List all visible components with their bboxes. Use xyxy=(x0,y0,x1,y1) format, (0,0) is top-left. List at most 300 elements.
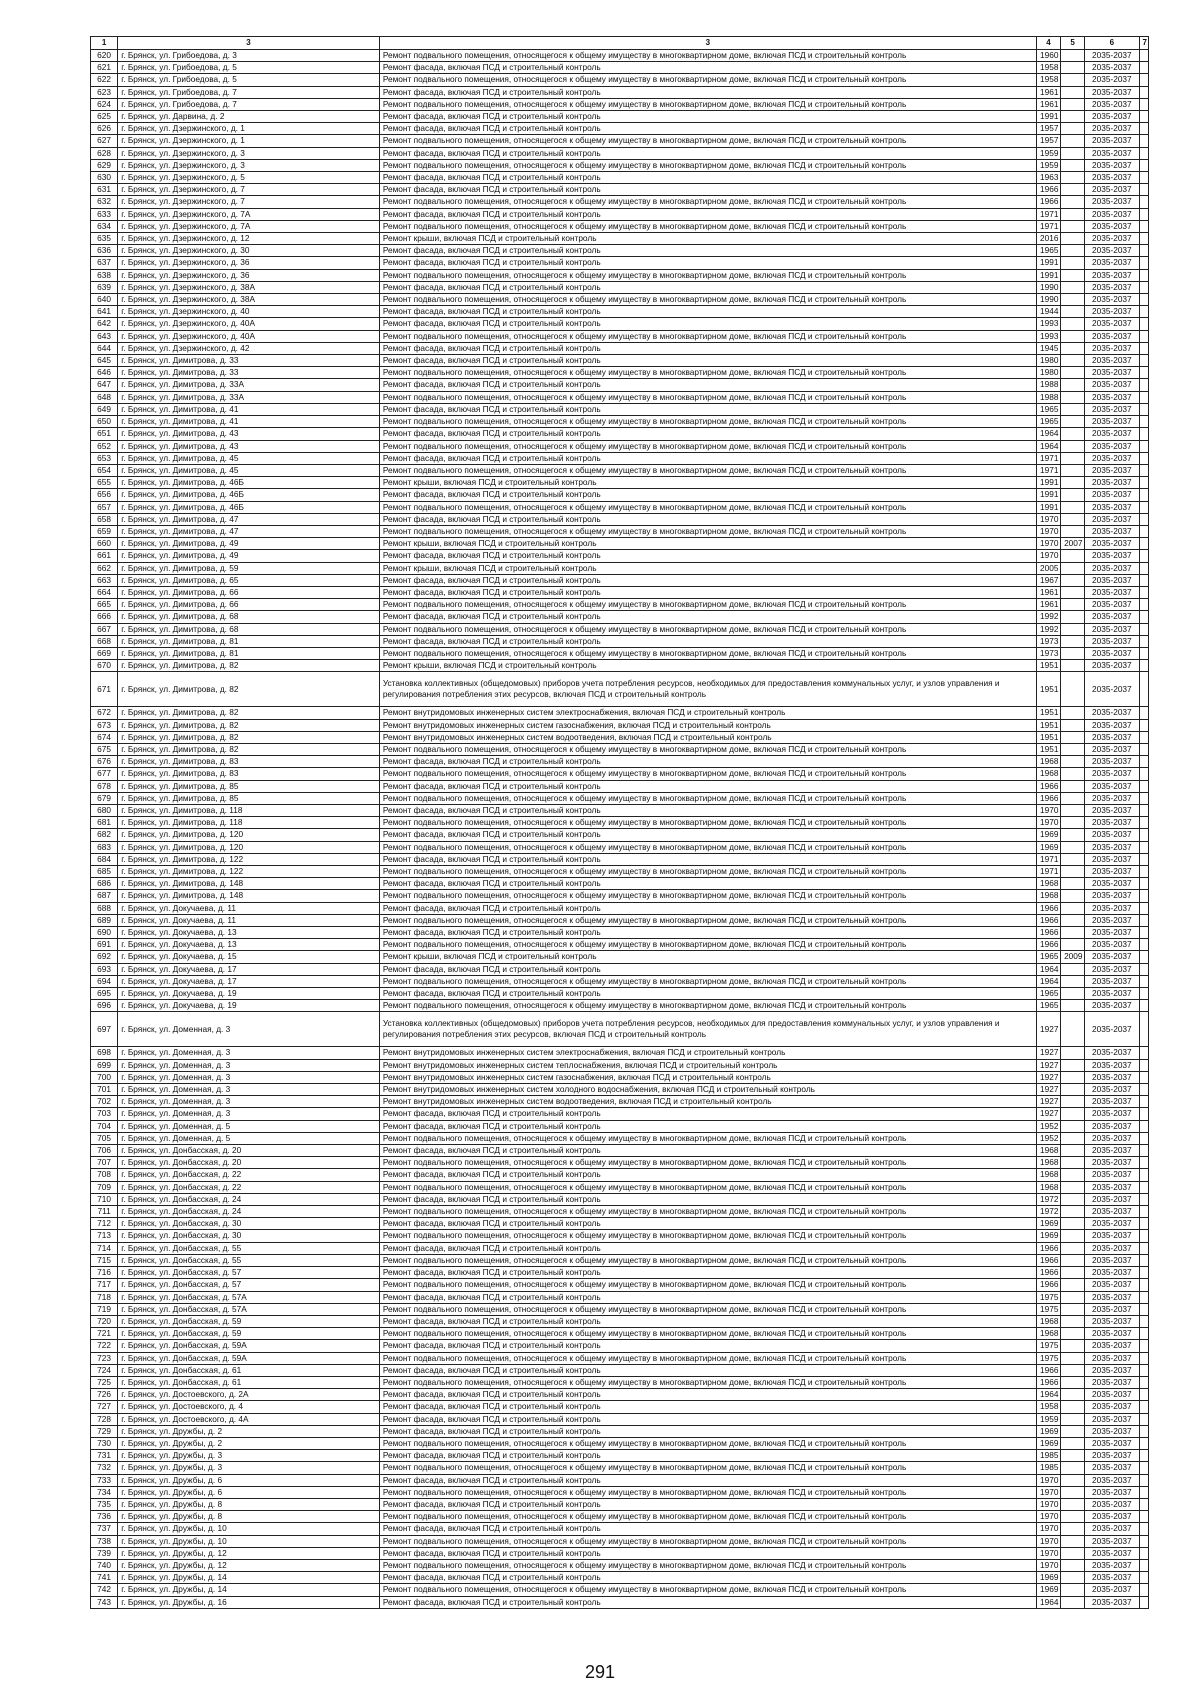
work-type-cell: Ремонт фасада, включая ПСД и строительный контроль xyxy=(379,635,1036,647)
last-repair-year-cell xyxy=(1061,550,1085,562)
work-type-cell: Ремонт внутридомовых инженерных систем газоснабжения, включая ПСД и строительный контроль xyxy=(379,1071,1036,1083)
period-cell: 2035-2037 xyxy=(1085,804,1139,816)
table-row xyxy=(91,817,1149,829)
address-cell: г. Брянск, ул. Донбасская, д. 24 xyxy=(118,1193,380,1205)
row-number: 635 xyxy=(91,233,118,245)
period-cell: 2035-2037 xyxy=(1085,403,1139,415)
table-row xyxy=(91,1145,1149,1157)
last-repair-year-cell xyxy=(1061,111,1085,123)
table-row xyxy=(91,1437,1149,1449)
header-col-7: 7 xyxy=(1139,37,1148,50)
row-number: 633 xyxy=(91,208,118,220)
row-number: 721 xyxy=(91,1328,118,1340)
address-cell: г. Брянск, ул. Достоевского, д. 2А xyxy=(118,1389,380,1401)
table-row xyxy=(91,562,1149,574)
row-number: 730 xyxy=(91,1437,118,1449)
table-row xyxy=(91,330,1149,342)
work-type-cell: Ремонт фасада, включая ПСД и строительный контроль xyxy=(379,1267,1036,1279)
period-cell: 2035-2037 xyxy=(1085,1279,1139,1291)
period-cell: 2035-2037 xyxy=(1085,477,1139,489)
empty-cell xyxy=(1139,159,1148,171)
row-number: 722 xyxy=(91,1340,118,1352)
period-cell: 2035-2037 xyxy=(1085,1572,1139,1584)
address-cell: г. Брянск, ул. Дружбы, д. 12 xyxy=(118,1559,380,1571)
build-year-cell: 1971 xyxy=(1037,853,1061,865)
build-year-cell: 1951 xyxy=(1037,743,1061,755)
empty-cell xyxy=(1139,330,1148,342)
build-year-cell: 1970 xyxy=(1037,550,1061,562)
row-number: 718 xyxy=(91,1291,118,1303)
table-row xyxy=(91,1291,1149,1303)
period-cell: 2035-2037 xyxy=(1085,1206,1139,1218)
address-cell: г. Брянск, ул. Докучаева, д. 15 xyxy=(118,951,380,963)
address-cell: г. Брянск, ул. Дружбы, д. 16 xyxy=(118,1596,380,1608)
row-number: 670 xyxy=(91,660,118,672)
build-year-cell: 1957 xyxy=(1037,123,1061,135)
period-cell: 2035-2037 xyxy=(1085,50,1139,62)
row-number: 695 xyxy=(91,988,118,1000)
last-repair-year-cell xyxy=(1061,586,1085,598)
table-row xyxy=(91,866,1149,878)
row-number: 732 xyxy=(91,1462,118,1474)
row-number: 693 xyxy=(91,963,118,975)
row-number: 624 xyxy=(91,98,118,110)
period-cell: 2035-2037 xyxy=(1085,939,1139,951)
work-type-cell: Ремонт фасада, включая ПСД и строительный контроль xyxy=(379,1425,1036,1437)
row-number: 692 xyxy=(91,951,118,963)
row-number: 688 xyxy=(91,902,118,914)
table-row xyxy=(91,367,1149,379)
table-row xyxy=(91,635,1149,647)
build-year-cell: 1991 xyxy=(1037,489,1061,501)
table-row xyxy=(91,1535,1149,1547)
table-row xyxy=(91,245,1149,257)
last-repair-year-cell xyxy=(1061,1084,1085,1096)
last-repair-year-cell xyxy=(1061,1169,1085,1181)
work-type-cell: Ремонт крыши, включая ПСД и строительный контроль xyxy=(379,538,1036,550)
period-cell: 2035-2037 xyxy=(1085,1596,1139,1608)
row-number: 630 xyxy=(91,172,118,184)
build-year-cell: 1965 xyxy=(1037,1000,1061,1012)
empty-cell xyxy=(1139,804,1148,816)
row-number: 729 xyxy=(91,1425,118,1437)
period-cell: 2035-2037 xyxy=(1085,355,1139,367)
address-cell: г. Брянск, ул. Донбасская, д. 59 xyxy=(118,1315,380,1327)
last-repair-year-cell xyxy=(1061,452,1085,464)
period-cell: 2035-2037 xyxy=(1085,1291,1139,1303)
table-row xyxy=(91,660,1149,672)
period-cell: 2035-2037 xyxy=(1085,1096,1139,1108)
work-type-cell: Ремонт внутридомовых инженерных систем электроснабжения, включая ПСД и строительный контроль xyxy=(379,1047,1036,1059)
build-year-cell: 1927 xyxy=(1037,1108,1061,1120)
table-row xyxy=(91,159,1149,171)
period-cell: 2035-2037 xyxy=(1085,525,1139,537)
header-col-5: 5 xyxy=(1061,37,1085,50)
empty-cell xyxy=(1139,220,1148,232)
table-row xyxy=(91,1498,1149,1510)
work-type-cell: Ремонт подвального помещения, относящегося к общему имуществу в многоквартирном доме, включая ПСД и строительный контроль xyxy=(379,1328,1036,1340)
address-cell: г. Брянск, ул. Димитрова, д. 120 xyxy=(118,841,380,853)
work-type-cell: Ремонт подвального помещения, относящегося к общему имуществу в многоквартирном доме, включая ПСД и строительный контроль xyxy=(379,74,1036,86)
last-repair-year-cell xyxy=(1061,1340,1085,1352)
empty-cell xyxy=(1139,890,1148,902)
empty-cell xyxy=(1139,513,1148,525)
work-type-cell: Ремонт внутридомовых инженерных систем водоотведения, включая ПСД и строительный контроль xyxy=(379,731,1036,743)
period-cell: 2035-2037 xyxy=(1085,1462,1139,1474)
last-repair-year-cell xyxy=(1061,1120,1085,1132)
last-repair-year-cell xyxy=(1061,866,1085,878)
work-type-cell: Ремонт фасада, включая ПСД и строительный контроль xyxy=(379,1498,1036,1510)
period-cell: 2035-2037 xyxy=(1085,428,1139,440)
table-row xyxy=(91,501,1149,513)
empty-cell xyxy=(1139,281,1148,293)
row-number: 659 xyxy=(91,525,118,537)
empty-cell xyxy=(1139,1535,1148,1547)
empty-cell xyxy=(1139,586,1148,598)
last-repair-year-cell xyxy=(1061,281,1085,293)
build-year-cell: 1944 xyxy=(1037,306,1061,318)
table-row xyxy=(91,927,1149,939)
address-cell: г. Брянск, ул. Докучаева, д. 13 xyxy=(118,927,380,939)
work-type-cell: Ремонт крыши, включая ПСД и строительный контроль xyxy=(379,562,1036,574)
row-number: 697 xyxy=(91,1012,118,1047)
empty-cell xyxy=(1139,1450,1148,1462)
period-cell: 2035-2037 xyxy=(1085,452,1139,464)
document-sheet xyxy=(90,36,1149,1609)
address-cell: г. Брянск, ул. Дружбы, д. 3 xyxy=(118,1450,380,1462)
empty-cell xyxy=(1139,1547,1148,1559)
work-type-cell: Ремонт фасада, включая ПСД и строительный контроль xyxy=(379,1340,1036,1352)
work-type-cell: Ремонт фасада, включая ПСД и строительный контроль xyxy=(379,878,1036,890)
work-type-cell: Ремонт подвального помещения, относящегося к общему имуществу в многоквартирном доме, включая ПСД и строительный контроль xyxy=(379,1132,1036,1144)
last-repair-year-cell xyxy=(1061,707,1085,719)
build-year-cell: 1965 xyxy=(1037,416,1061,428)
table-row xyxy=(91,477,1149,489)
table-row xyxy=(91,452,1149,464)
empty-cell xyxy=(1139,611,1148,623)
last-repair-year-cell xyxy=(1061,123,1085,135)
address-cell: г. Брянск, ул. Дружбы, д. 14 xyxy=(118,1584,380,1596)
period-cell: 2035-2037 xyxy=(1085,1108,1139,1120)
period-cell: 2035-2037 xyxy=(1085,1340,1139,1352)
address-cell: г. Брянск, ул. Димитрова, д. 33 xyxy=(118,367,380,379)
address-cell: г. Брянск, ул. Дружбы, д. 6 xyxy=(118,1474,380,1486)
table-row xyxy=(91,878,1149,890)
last-repair-year-cell xyxy=(1061,379,1085,391)
last-repair-year-cell xyxy=(1061,878,1085,890)
last-repair-year-cell xyxy=(1061,62,1085,74)
row-number: 645 xyxy=(91,355,118,367)
last-repair-year-cell xyxy=(1061,792,1085,804)
empty-cell xyxy=(1139,562,1148,574)
empty-cell xyxy=(1139,123,1148,135)
table-row xyxy=(91,440,1149,452)
row-number: 707 xyxy=(91,1157,118,1169)
last-repair-year-cell xyxy=(1061,1218,1085,1230)
period-cell: 2035-2037 xyxy=(1085,172,1139,184)
table-row xyxy=(91,1230,1149,1242)
table-row xyxy=(91,1132,1149,1144)
build-year-cell: 1970 xyxy=(1037,1547,1061,1559)
table-row xyxy=(91,1352,1149,1364)
row-number: 733 xyxy=(91,1474,118,1486)
work-type-cell: Ремонт подвального помещения, относящегося к общему имуществу в многоквартирном доме, включая ПСД и строительный контроль xyxy=(379,220,1036,232)
work-type-cell: Ремонт фасада, включая ПСД и строительный контроль xyxy=(379,963,1036,975)
empty-cell xyxy=(1139,1132,1148,1144)
empty-cell xyxy=(1139,538,1148,550)
last-repair-year-cell xyxy=(1061,269,1085,281)
empty-cell xyxy=(1139,743,1148,755)
table-row xyxy=(91,233,1149,245)
last-repair-year-cell xyxy=(1061,1389,1085,1401)
build-year-cell: 1965 xyxy=(1037,988,1061,1000)
build-year-cell: 1927 xyxy=(1037,1096,1061,1108)
build-year-cell: 1945 xyxy=(1037,342,1061,354)
row-number: 658 xyxy=(91,513,118,525)
row-number: 684 xyxy=(91,853,118,865)
build-year-cell: 1975 xyxy=(1037,1303,1061,1315)
build-year-cell: 1966 xyxy=(1037,1279,1061,1291)
period-cell: 2035-2037 xyxy=(1085,342,1139,354)
last-repair-year-cell xyxy=(1061,672,1085,707)
empty-cell xyxy=(1139,988,1148,1000)
table-row xyxy=(91,611,1149,623)
work-type-cell: Ремонт фасада, включая ПСД и строительный контроль xyxy=(379,902,1036,914)
address-cell: г. Брянск, ул. Донбасская, д. 61 xyxy=(118,1376,380,1388)
work-type-cell: Ремонт внутридомовых инженерных систем холодного водоснабжения, включая ПСД и строительный контроль xyxy=(379,1084,1036,1096)
work-type-cell: Ремонт подвального помещения, относящегося к общему имуществу в многоквартирном доме, включая ПСД и строительный контроль xyxy=(379,817,1036,829)
build-year-cell: 1969 xyxy=(1037,1572,1061,1584)
empty-cell xyxy=(1139,86,1148,98)
build-year-cell: 1966 xyxy=(1037,196,1061,208)
table-row xyxy=(91,525,1149,537)
address-cell: г. Брянск, ул. Донбасская, д. 57 xyxy=(118,1279,380,1291)
row-number: 711 xyxy=(91,1206,118,1218)
empty-cell xyxy=(1139,1511,1148,1523)
address-cell: г. Брянск, ул. Димитрова, д. 148 xyxy=(118,878,380,890)
build-year-cell: 2016 xyxy=(1037,233,1061,245)
last-repair-year-cell xyxy=(1061,1401,1085,1413)
row-number: 627 xyxy=(91,135,118,147)
table-row xyxy=(91,743,1149,755)
period-cell: 2035-2037 xyxy=(1085,147,1139,159)
page-number: 291 xyxy=(584,1662,616,1682)
row-number: 708 xyxy=(91,1169,118,1181)
period-cell: 2035-2037 xyxy=(1085,975,1139,987)
empty-cell xyxy=(1139,647,1148,659)
period-cell: 2035-2037 xyxy=(1085,62,1139,74)
period-cell: 2035-2037 xyxy=(1085,1047,1139,1059)
empty-cell xyxy=(1139,1486,1148,1498)
row-number: 656 xyxy=(91,489,118,501)
work-type-cell: Ремонт фасада, включая ПСД и строительный контроль xyxy=(379,1193,1036,1205)
address-cell: г. Брянск, ул. Донбасская, д. 22 xyxy=(118,1169,380,1181)
empty-cell xyxy=(1139,1596,1148,1608)
row-number: 720 xyxy=(91,1315,118,1327)
period-cell: 2035-2037 xyxy=(1085,208,1139,220)
last-repair-year-cell xyxy=(1061,135,1085,147)
address-cell: г. Брянск, ул. Димитрова, д. 41 xyxy=(118,416,380,428)
build-year-cell: 1969 xyxy=(1037,1218,1061,1230)
last-repair-year-cell xyxy=(1061,1047,1085,1059)
address-cell: г. Брянск, ул. Дружбы, д. 10 xyxy=(118,1523,380,1535)
build-year-cell: 1959 xyxy=(1037,1413,1061,1425)
build-year-cell: 1973 xyxy=(1037,647,1061,659)
table-row xyxy=(91,135,1149,147)
table-row xyxy=(91,318,1149,330)
build-year-cell: 1991 xyxy=(1037,501,1061,513)
row-number: 651 xyxy=(91,428,118,440)
row-number: 735 xyxy=(91,1498,118,1510)
table-row xyxy=(91,1364,1149,1376)
empty-cell xyxy=(1139,1108,1148,1120)
build-year-cell: 1966 xyxy=(1037,780,1061,792)
row-number: 620 xyxy=(91,50,118,62)
work-type-cell: Ремонт подвального помещения, относящегося к общему имуществу в многоквартирном доме, включая ПСД и строительный контроль xyxy=(379,768,1036,780)
row-number: 671 xyxy=(91,672,118,707)
empty-cell xyxy=(1139,927,1148,939)
address-cell: г. Брянск, ул. Доменная, д. 3 xyxy=(118,1084,380,1096)
last-repair-year-cell xyxy=(1061,988,1085,1000)
empty-cell xyxy=(1139,914,1148,926)
table-row xyxy=(91,1450,1149,1462)
table-row xyxy=(91,914,1149,926)
work-type-cell: Ремонт фасада, включая ПСД и строительный контроль xyxy=(379,1169,1036,1181)
empty-cell xyxy=(1139,245,1148,257)
table-row xyxy=(91,1315,1149,1327)
work-type-cell: Установка коллективных (общедомовых) приборов учета потребления ресурсов, необходимых для предоставления коммунальных услуг, и узлов управления и регулирования потребления этих ресурсов, включая ПСД и строительный контроль xyxy=(379,672,1036,707)
table-row xyxy=(91,1108,1149,1120)
empty-cell xyxy=(1139,135,1148,147)
last-repair-year-cell xyxy=(1061,1181,1085,1193)
period-cell: 2035-2037 xyxy=(1085,1547,1139,1559)
period-cell: 2035-2037 xyxy=(1085,743,1139,755)
last-repair-year-cell xyxy=(1061,477,1085,489)
work-type-cell: Ремонт подвального помещения, относящегося к общему имуществу в многоквартирном доме, включая ПСД и строительный контроль xyxy=(379,50,1036,62)
address-cell: г. Брянск, ул. Дружбы, д. 2 xyxy=(118,1425,380,1437)
address-cell: г. Брянск, ул. Димитрова, д. 46Б xyxy=(118,477,380,489)
empty-cell xyxy=(1139,1279,1148,1291)
header-col-1: 1 xyxy=(91,37,118,50)
work-type-cell: Ремонт фасада, включая ПСД и строительный контроль xyxy=(379,988,1036,1000)
build-year-cell: 1971 xyxy=(1037,220,1061,232)
row-number: 664 xyxy=(91,586,118,598)
period-cell: 2035-2037 xyxy=(1085,1254,1139,1266)
address-cell: г. Брянск, ул. Дзержинского, д. 7А xyxy=(118,208,380,220)
empty-cell xyxy=(1139,1084,1148,1096)
empty-cell xyxy=(1139,111,1148,123)
empty-cell xyxy=(1139,853,1148,865)
empty-cell xyxy=(1139,817,1148,829)
build-year-cell: 1991 xyxy=(1037,111,1061,123)
address-cell: г. Брянск, ул. Доменная, д. 5 xyxy=(118,1120,380,1132)
address-cell: г. Брянск, ул. Димитрова, д. 81 xyxy=(118,635,380,647)
row-number: 705 xyxy=(91,1132,118,1144)
period-cell: 2035-2037 xyxy=(1085,1169,1139,1181)
table-row xyxy=(91,574,1149,586)
table-row xyxy=(91,281,1149,293)
row-number: 667 xyxy=(91,623,118,635)
table-row xyxy=(91,428,1149,440)
last-repair-year-cell xyxy=(1061,611,1085,623)
last-repair-year-cell xyxy=(1061,731,1085,743)
build-year-cell: 1966 xyxy=(1037,1242,1061,1254)
build-year-cell: 1966 xyxy=(1037,1376,1061,1388)
period-cell: 2035-2037 xyxy=(1085,756,1139,768)
address-cell: г. Брянск, ул. Достоевского, д. 4 xyxy=(118,1401,380,1413)
address-cell: г. Брянск, ул. Донбасская, д. 59 xyxy=(118,1328,380,1340)
row-number: 740 xyxy=(91,1559,118,1571)
work-type-cell: Ремонт фасада, включая ПСД и строительный контроль xyxy=(379,1474,1036,1486)
work-type-cell: Ремонт подвального помещения, относящегося к общему имуществу в многоквартирном доме, включая ПСД и строительный контроль xyxy=(379,1511,1036,1523)
row-number: 682 xyxy=(91,829,118,841)
last-repair-year-cell xyxy=(1061,489,1085,501)
row-number: 696 xyxy=(91,1000,118,1012)
table-row xyxy=(91,672,1149,707)
empty-cell xyxy=(1139,902,1148,914)
build-year-cell: 1952 xyxy=(1037,1132,1061,1144)
table-row xyxy=(91,890,1149,902)
address-cell: г. Брянск, ул. Доменная, д. 3 xyxy=(118,1047,380,1059)
period-cell: 2035-2037 xyxy=(1085,1413,1139,1425)
address-cell: г. Брянск, ул. Донбасская, д. 57А xyxy=(118,1303,380,1315)
work-type-cell: Ремонт подвального помещения, относящегося к общему имуществу в многоквартирном доме, включая ПСД и строительный контроль xyxy=(379,1279,1036,1291)
address-cell: г. Брянск, ул. Доменная, д. 3 xyxy=(118,1059,380,1071)
table-row xyxy=(91,1012,1149,1047)
address-cell: г. Брянск, ул. Димитрова, д. 43 xyxy=(118,440,380,452)
work-type-cell: Ремонт фасада, включая ПСД и строительный контроль xyxy=(379,245,1036,257)
address-cell: г. Брянск, ул. Дзержинского, д. 7А xyxy=(118,220,380,232)
row-number: 637 xyxy=(91,257,118,269)
empty-cell xyxy=(1139,1425,1148,1437)
table-row xyxy=(91,1340,1149,1352)
row-number: 678 xyxy=(91,780,118,792)
table-row xyxy=(91,123,1149,135)
period-cell: 2035-2037 xyxy=(1085,1157,1139,1169)
last-repair-year-cell xyxy=(1061,927,1085,939)
period-cell: 2035-2037 xyxy=(1085,135,1139,147)
address-cell: г. Брянск, ул. Димитрова, д. 148 xyxy=(118,890,380,902)
table-row xyxy=(91,647,1149,659)
table-row xyxy=(91,768,1149,780)
last-repair-year-cell xyxy=(1061,1498,1085,1510)
last-repair-year-cell xyxy=(1061,330,1085,342)
row-number: 713 xyxy=(91,1230,118,1242)
work-type-cell: Ремонт фасада, включая ПСД и строительный контроль xyxy=(379,342,1036,354)
last-repair-year-cell xyxy=(1061,1291,1085,1303)
address-cell: г. Брянск, ул. Достоевского, д. 4А xyxy=(118,1413,380,1425)
header-col-2: 3 xyxy=(118,37,380,50)
build-year-cell: 1969 xyxy=(1037,829,1061,841)
work-type-cell: Ремонт подвального помещения, относящегося к общему имуществу в многоквартирном доме, включая ПСД и строительный контроль xyxy=(379,647,1036,659)
work-type-cell: Ремонт фасада, включая ПСД и строительный контроль xyxy=(379,780,1036,792)
last-repair-year-cell xyxy=(1061,1486,1085,1498)
address-cell: г. Брянск, ул. Димитрова, д. 49 xyxy=(118,538,380,550)
last-repair-year-cell xyxy=(1061,513,1085,525)
work-type-cell: Ремонт фасада, включая ПСД и строительный контроль xyxy=(379,379,1036,391)
row-number: 715 xyxy=(91,1254,118,1266)
build-year-cell: 1968 xyxy=(1037,878,1061,890)
address-cell: г. Брянск, ул. Димитрова, д. 81 xyxy=(118,647,380,659)
work-type-cell: Ремонт подвального помещения, относящегося к общему имуществу в многоквартирном доме, включая ПСД и строительный контроль xyxy=(379,792,1036,804)
work-type-cell: Ремонт подвального помещения, относящегося к общему имуществу в многоквартирном доме, включая ПСД и строительный контроль xyxy=(379,841,1036,853)
row-number: 665 xyxy=(91,599,118,611)
table-row xyxy=(91,988,1149,1000)
last-repair-year-cell xyxy=(1061,804,1085,816)
build-year-cell: 1966 xyxy=(1037,939,1061,951)
last-repair-year-cell xyxy=(1061,743,1085,755)
address-cell: г. Брянск, ул. Дзержинского, д. 36 xyxy=(118,257,380,269)
